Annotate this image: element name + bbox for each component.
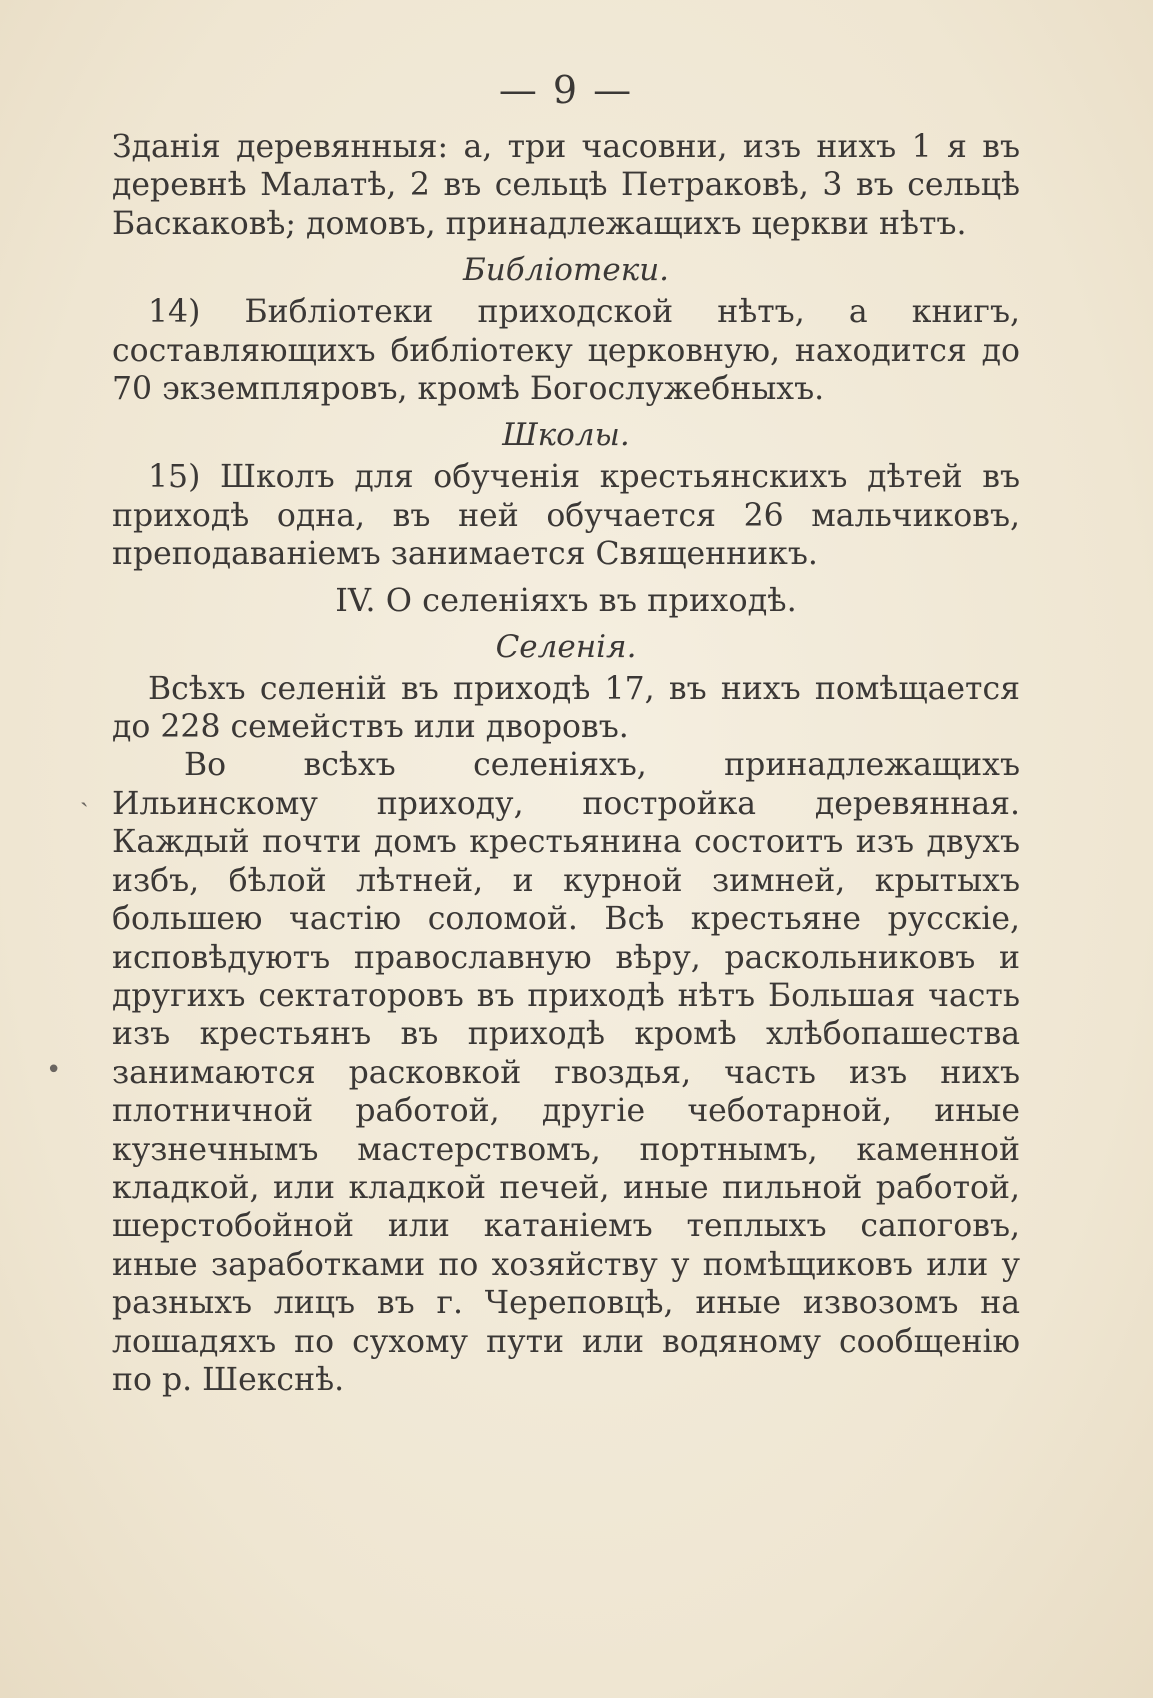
paragraph-schools: 15) Школъ для обученія крестьянскихъ дѣтей въ приходѣ одна, въ ней обучается 26 мальчиковъ, преподаваніемъ занимается Священникъ. [112, 459, 1020, 573]
chapter-title-settlements: IV. О селеніяхъ въ приходѣ. [335, 580, 797, 619]
heading-libraries: Библіотеки. [462, 252, 670, 289]
paragraph-occupations: Во всѣхъ селеніяхъ, принадлежащихъ Ильинскому приходу, постройка деревянная. Каждый почти домъ крестьянина состоитъ изъ двухъ избъ, бѣлой лѣтней, и курной зимней, крытыхъ большею частію соломой. Всѣ крестьяне русскіе, исповѣдуютъ православную вѣру, раскольниковъ и другихъ сектаторовъ въ приходѣ нѣтъ Большая часть изъ крестьянъ въ приходѣ кромѣ хлѣбопашества занимаются расковкой гвоздья, часть изъ нихъ плотничной работой, другіе чеботарной, иные кузнечнымъ мастерствомъ, портнымъ, каменной кладкой, или кладкой печей, иные пильной работой, шерстобойной или катаніемъ теплыхъ сапоговъ, иные заработками по хозяйству у помѣщиковъ или у разныхъ лицъ въ г. Череповцѣ, иные извозомъ на лошадяхъ по сухому пути или водяному сообщенію по р. Шекснѣ. [112, 747, 1020, 1398]
paragraph-libraries: 14) Библіотеки приходской нѣтъ, а книгъ, составляющихъ библіотеку церковную, находится до 70 экземпляровъ, кромѣ Богослужебныхъ. [112, 294, 1020, 408]
margin-mark: • [46, 1055, 62, 1085]
margin-mark: ˎ [80, 778, 89, 808]
heading-settlements: Селенія. [495, 628, 637, 665]
page-number: — 9 — [498, 68, 634, 112]
heading-schools: Школы. [502, 417, 630, 454]
page-text [112, 60, 1020, 1399]
paragraph-buildings: Зданія деревянныя: а, три часовни, изъ нихъ 1 я въ деревнѣ Малатѣ, 2 въ сельцѣ Петраковѣ, 3 въ сельцѣ Баскаковѣ; домовъ, принадлежащихъ церкви нѣтъ. [112, 129, 1020, 242]
paragraph-settlements: Всѣхъ селеній въ приходѣ 17, въ нихъ помѣщается до 228 семействъ или дворовъ. [112, 670, 1020, 746]
